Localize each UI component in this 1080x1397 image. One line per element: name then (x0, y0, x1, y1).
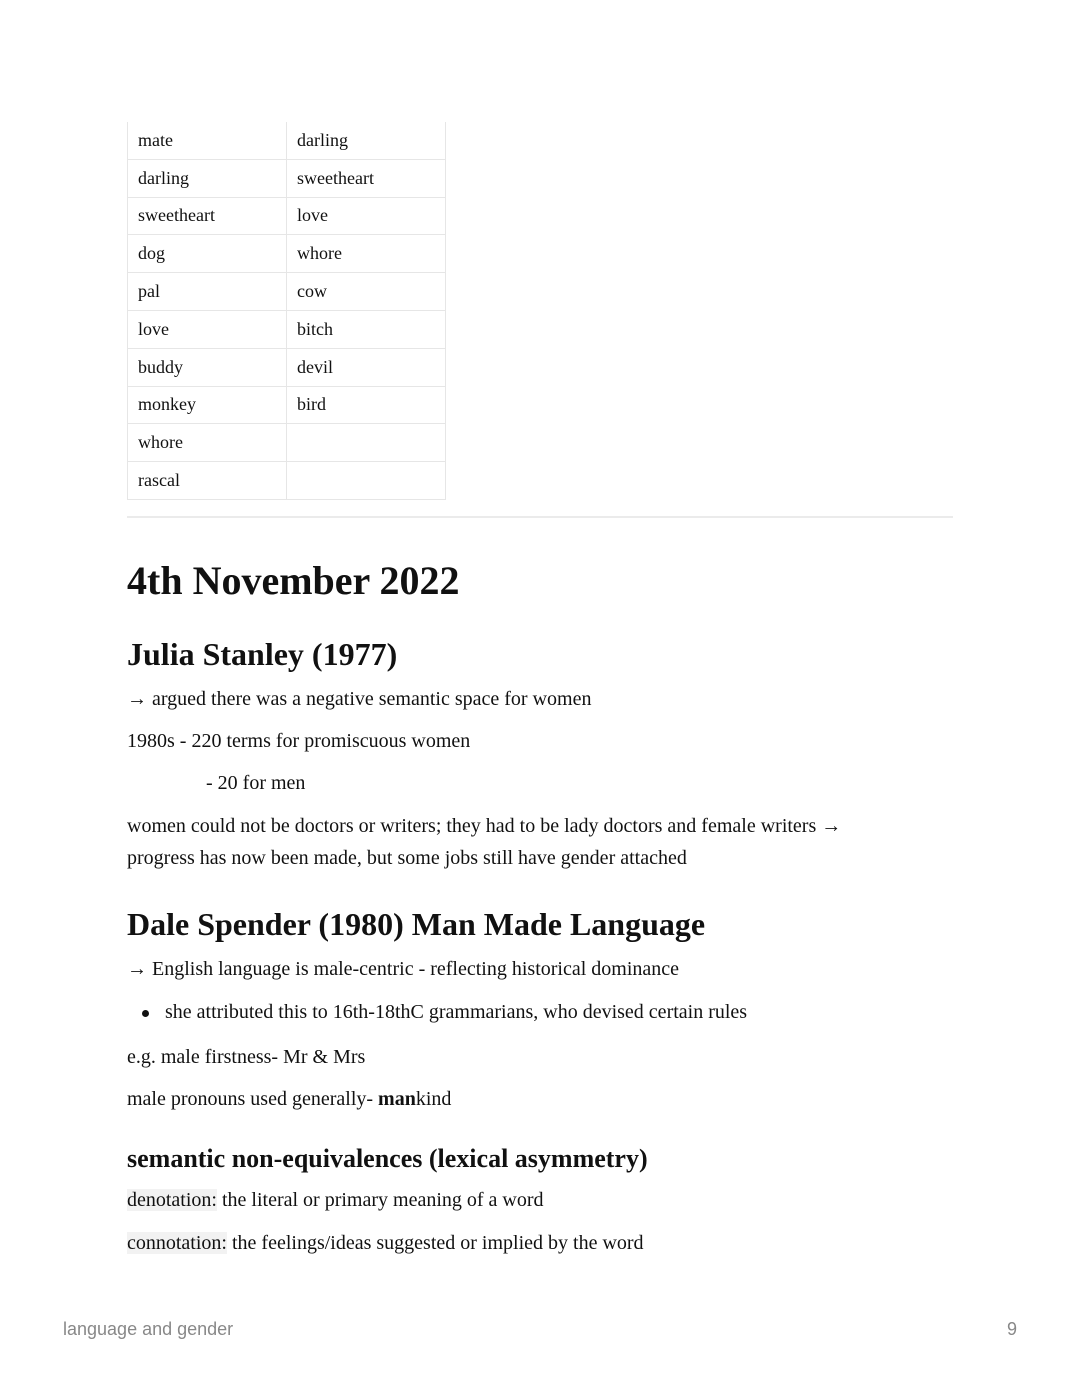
bullet-icon (142, 1010, 149, 1017)
stanley-line-4a: women could not be doctors or writers; they had to be lady doctors and female writers → (127, 815, 842, 837)
table-row (128, 462, 446, 500)
table-cell: cow (287, 273, 446, 311)
page-number: 9 (1006, 1319, 1017, 1339)
spender-bullet-item (142, 1001, 747, 1024)
table-cell: sweetheart (287, 159, 446, 197)
table-cell: whore (287, 235, 446, 273)
table-cell: love (287, 197, 446, 235)
text: male pronouns used generally- (127, 1088, 379, 1110)
table-row (128, 197, 446, 235)
bold-text: man (378, 1088, 416, 1110)
table-cell: love (128, 310, 287, 348)
table-cell (287, 462, 446, 500)
stanley-line-4b: progress has now been made, but some jobs still have gender attached (127, 847, 687, 869)
footer-title: language and gender (63, 1319, 234, 1339)
table-row (128, 122, 446, 159)
semantic-heading: semantic non-equivalences (lexical asymmetry) (127, 1144, 648, 1173)
spender-line-1: → English language is male-centric - reflecting historical dominance (127, 958, 680, 980)
table-row (128, 273, 446, 311)
table-cell: buddy (128, 348, 287, 386)
table-cell: mate (128, 122, 287, 159)
horizontal-divider (127, 516, 953, 518)
table-cell: dog (128, 235, 287, 273)
table-cell: sweetheart (128, 197, 287, 235)
table-cell: monkey (128, 386, 287, 424)
connotation-definition: the feelings/ideas suggested or implied by the word (226, 1232, 644, 1254)
denotation-term: denotation: (127, 1189, 217, 1211)
bullet-text: she attributed this to 16th-18thC grammarians, who devised certain rules (165, 1001, 748, 1023)
table-row (128, 235, 446, 273)
table-cell: rascal (128, 462, 287, 500)
table-cell: bird (287, 386, 446, 424)
terms-table (127, 122, 446, 500)
table-cell: pal (128, 273, 287, 311)
spender-line-3 (127, 1088, 451, 1111)
table-cell: devil (287, 348, 446, 386)
stanley-heading: Julia Stanley (1977) (127, 636, 398, 672)
stanley-line-2: 1980s - 220 terms for promiscuous women (127, 730, 471, 752)
denotation-line (127, 1189, 544, 1212)
table-row (128, 348, 446, 386)
spender-heading: Dale Spender (1980) Man Made Language (127, 906, 706, 942)
connotation-line (127, 1232, 644, 1255)
stanley-line-1: → argued there was a negative semantic space for women (127, 688, 592, 710)
table-row (128, 310, 446, 348)
table-cell: bitch (287, 310, 446, 348)
spender-line-2: e.g. male firstness- Mr & Mrs (127, 1046, 366, 1068)
table-cell (287, 424, 446, 462)
table-row (128, 386, 446, 424)
stanley-line-3: - 20 for men (206, 772, 306, 794)
denotation-definition: the literal or primary meaning of a word (216, 1189, 544, 1211)
table-cell: darling (287, 122, 446, 159)
table-cell: darling (128, 159, 287, 197)
connotation-term: connotation: (127, 1232, 227, 1254)
table-row (128, 159, 446, 197)
table-cell: whore (128, 424, 287, 462)
text: kind (415, 1088, 452, 1110)
date-heading: 4th November 2022 (127, 558, 460, 603)
table-row (128, 424, 446, 462)
